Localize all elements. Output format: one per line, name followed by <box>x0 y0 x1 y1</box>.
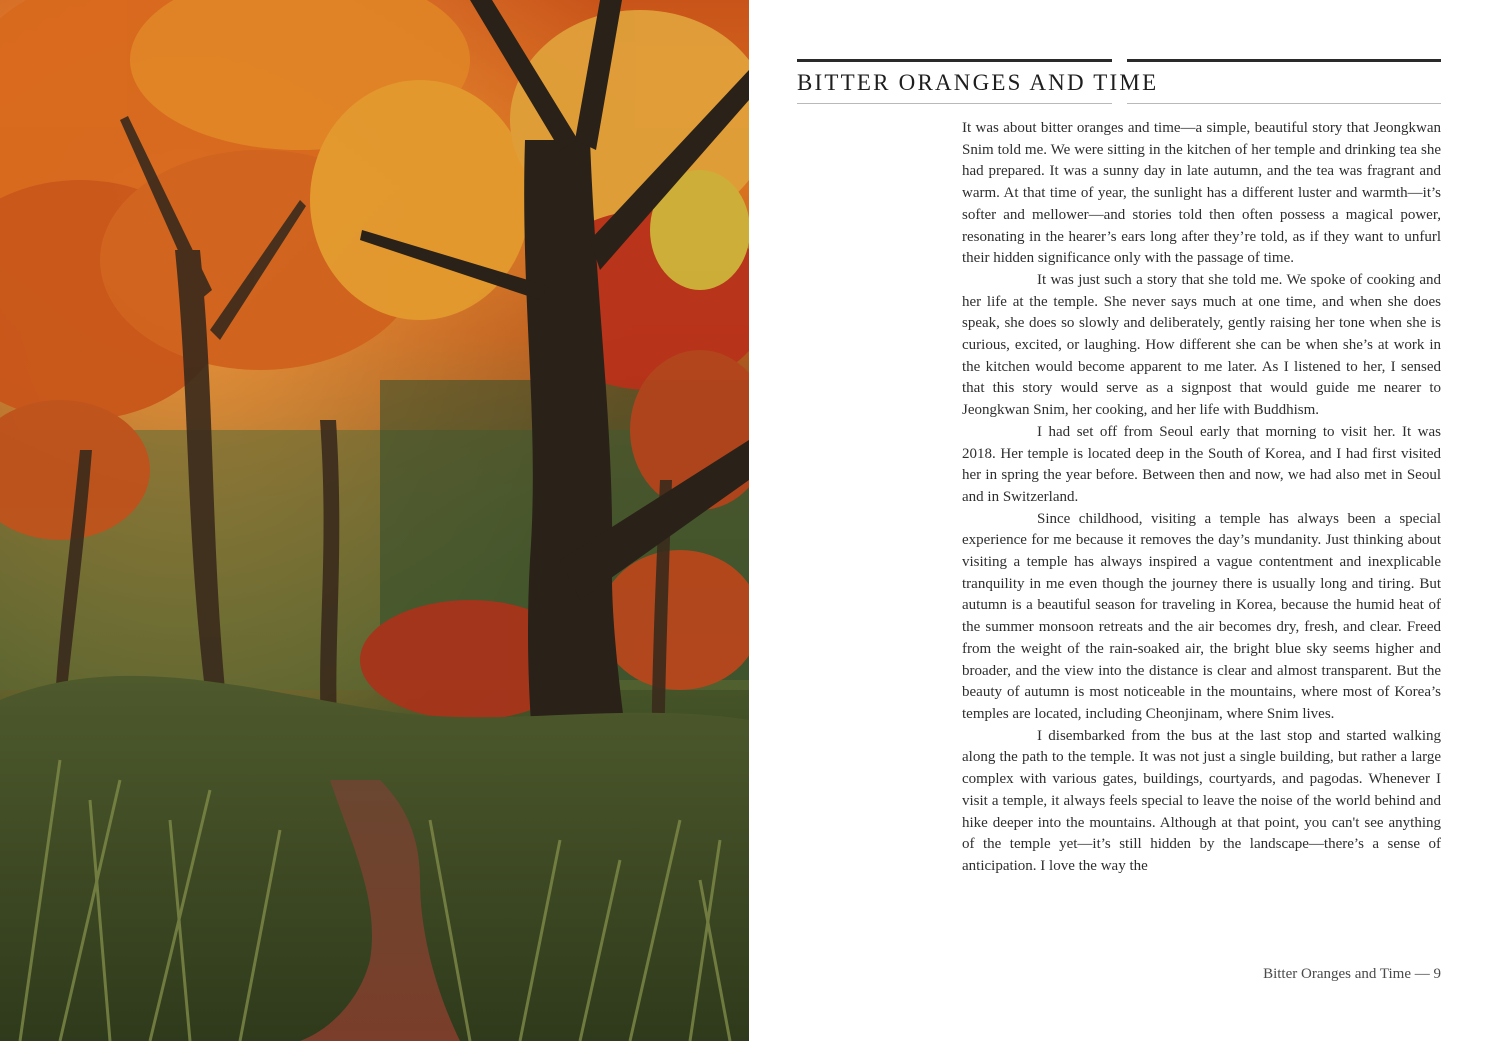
header-rule-left <box>797 59 1112 62</box>
title-underline-right <box>1127 103 1441 104</box>
running-footer-page-number: Bitter Oranges and Time — 9 <box>1263 966 1441 982</box>
paragraph: It was just such a story that she told me. We spoke of cooking and her life at the temple. She never says much at one time, and when she does speak, she does so slowly and deliberately, gently raising her tone when she is curious, excited, or laughing. How different she can be when she’s at work in the kitchen would become apparent to me later. As I listened to her, I sensed that this story would serve as a signpost that would guide me nearer to Jeongkwan Snim, her cooking, and her life with Buddhism. <box>962 271 1441 419</box>
paragraph: I had set off from Seoul early that morning to visit her. It was 2018. Her temple is located deep in the South of Korea, and I had first visited her in spring the year before. Between then and now, we had also met in Seoul and in Switzerland. <box>962 423 1441 505</box>
forest-illustration <box>0 0 749 1041</box>
paragraph: Since childhood, visiting a temple has always been a special experience for me because it removes the day’s mundanity. Just thinking about visiting a temple has always inspired a vague contentment and inexplicable tranquility in me even though the journey there is usually long and tiring. But autumn is a beautiful season for traveling in Korea, because the humid heat of the summer monsoon retreats and the air becomes dry, fresh, and clear. Freed from the weight of the rain-soaked air, the bright blue sky seems higher and broader, and the view into the distance is clear and almost transparent. But the beauty of autumn is most noticeable in the mountains, where most of Korea’s temples are located, including Cheonjinam, where Snim lives. <box>962 510 1441 722</box>
title-underline-left <box>797 103 1112 104</box>
chapter-body <box>962 118 1441 878</box>
autumn-forest-photo <box>0 0 749 1041</box>
chapter-title: BITTER ORANGES AND TIME <box>797 70 1159 95</box>
paragraph: I disembarked from the bus at the last stop and started walking along the path to the temple. It was not just a single building, but rather a large complex with various gates, buildings, courtyards, and pagodas. Whenever I visit a temple, it always feels special to leave the noise of the world behind and hike deeper into the mountains. Although at that point, you can't see anything of the temple yet—it’s still hidden by the landscape—there’s a sense of anticipation. I love the way the <box>962 727 1441 874</box>
paragraph: It was about bitter oranges and time—a simple, beautiful story that Jeongkwan Snim told me. We were sitting in the kitchen of her temple and drinking tea she had prepared. It was a sunny day in late autumn, and the tea was fragrant and warm. At that time of year, the sunlight has a different luster and warmth—it’s softer and mellower—and stories told then often possess a magical power, resonating in the hearer’s ears long after they’re told, as if they want to unfurl their hidden significance only with the passage of time. <box>962 120 1441 267</box>
header-rule-right <box>1127 59 1441 62</box>
